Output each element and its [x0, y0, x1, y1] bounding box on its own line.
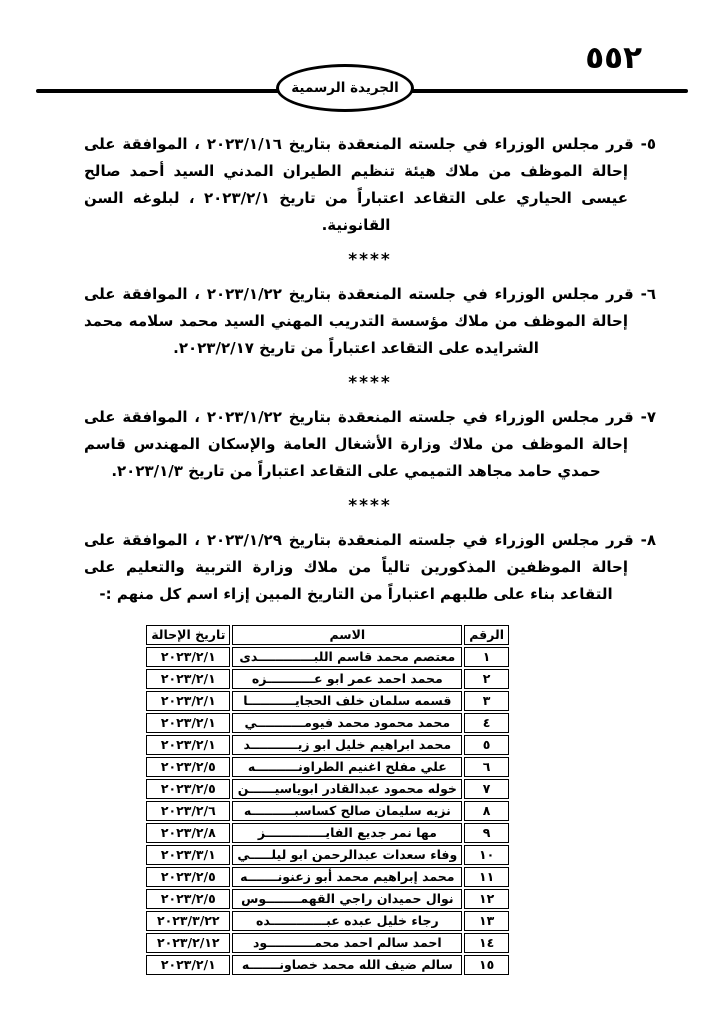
row-name-cell: رجاء خليل عبده عبـــــــــــــده — [232, 911, 462, 931]
row-date-cell: ٢٠٢٣/٢/٥ — [146, 889, 230, 909]
row-name-cell: مها نمر جديع الفايــــــــــــــز — [232, 823, 462, 843]
row-name-cell: محمد احمد عمر ابو عـــــــــــزه — [232, 669, 462, 689]
row-date-cell: ٢٠٢٣/٢/١ — [146, 691, 230, 711]
decree-number: ٦- — [640, 285, 656, 303]
table-row — [146, 955, 509, 975]
page-number: ٥٥٢ — [585, 40, 642, 76]
row-name-cell: معتصم محمد قاسم اللبـــــــــــــدى — [232, 647, 462, 667]
row-index-cell: ٥ — [464, 735, 509, 755]
row-name-cell: سالم ضيف الله محمد خصاونـــــــه — [232, 955, 462, 975]
table-row — [146, 757, 509, 777]
row-date-cell: ٢٠٢٣/٣/١ — [146, 845, 230, 865]
row-date-cell: ٢٠٢٣/٢/٥ — [146, 757, 230, 777]
row-index-cell: ١٢ — [464, 889, 509, 909]
decree-number: ٥- — [640, 135, 656, 153]
row-name-cell: قسمه سلمان خلف الحجايـــــــــــا — [232, 691, 462, 711]
stars-separator: **** — [348, 250, 392, 270]
table-row — [146, 889, 509, 909]
row-name-cell: محمد محمود محمد فيومـــــــــــي — [232, 713, 462, 733]
row-name-cell: نزيه سليمان صالح كساسبــــــــــه — [232, 801, 462, 821]
decree-text: قرر مجلس الوزراء في جلسته المنعقدة بتاريخ ٢٠٢٣/١/١٦ ، الموافقة على إحالة الموظف من ملاك هيئة تنظيم الطيران المدني السيد أحمد صالح عيسى الحياري على التقاعد اعتباراً من تاريخ ٢٠٢٣/٢/١ ، لبلوغه السن القانونية. — [84, 135, 634, 234]
row-date-cell: ٢٠٢٣/٢/٨ — [146, 823, 230, 843]
row-index-cell: ١٣ — [464, 911, 509, 931]
row-index-cell: ٧ — [464, 779, 509, 799]
row-index-cell: ٩ — [464, 823, 509, 843]
gazette-seal — [276, 64, 414, 112]
table-row — [146, 823, 509, 843]
row-index-cell: ١١ — [464, 867, 509, 887]
header-date: تاريخ الإحالة — [146, 625, 230, 645]
row-name-cell: نوال حميدان راجي القهمــــــــوس — [232, 889, 462, 909]
row-index-cell: ١٥ — [464, 955, 509, 975]
row-name-cell: محمد ابراهيم خليل ابو زيـــــــــــد — [232, 735, 462, 755]
row-date-cell: ٢٠٢٣/٢/٥ — [146, 867, 230, 887]
table-row — [146, 933, 509, 953]
row-name-cell: وفاء سعدات عبدالرحمن ابو ليلـــــي — [232, 845, 462, 865]
row-index-cell: ١ — [464, 647, 509, 667]
row-date-cell: ٢٠٢٣/٢/١ — [146, 647, 230, 667]
gazette-title: الجريدة الرسمية — [291, 80, 399, 96]
row-index-cell: ١٠ — [464, 845, 509, 865]
row-date-cell: ٢٠٢٣/٣/٢٢ — [146, 911, 230, 931]
decree-text: قرر مجلس الوزراء في جلسته المنعقدة بتاريخ ٢٠٢٣/١/٢٩ ، الموافقة على إحالة الموظفين المذكورين تالياً من ملاك وزارة التربية والتعليم على التقاعد بناء على طلبهم اعتباراً من التاريخ المبين إزاء اسم كل منهم :- — [84, 531, 634, 603]
row-date-cell: ٢٠٢٣/٢/١ — [146, 735, 230, 755]
row-index-cell: ٦ — [464, 757, 509, 777]
row-index-cell: ٣ — [464, 691, 509, 711]
row-index-cell: ٢ — [464, 669, 509, 689]
table-row — [146, 845, 509, 865]
retirement-table — [144, 623, 511, 977]
table-row — [146, 691, 509, 711]
row-name-cell: محمد إبراهيم محمد أبو زعنونـــــــه — [232, 867, 462, 887]
table-row — [146, 779, 509, 799]
decree-number: ٨- — [640, 531, 656, 549]
table-row — [146, 713, 509, 733]
table-row — [146, 647, 509, 667]
table-row — [146, 867, 509, 887]
decree-text: قرر مجلس الوزراء في جلسته المنعقدة بتاريخ ٢٠٢٣/١/٢٢ ، الموافقة على إحالة الموظف من ملاك وزارة الأشغال العامة والإسكان المهندس قاسم حمدي حامد مجاهد التميمي على التقاعد اعتباراً من تاريخ ٢٠٢٣/١/٣. — [84, 408, 634, 480]
row-index-cell: ٨ — [464, 801, 509, 821]
row-date-cell: ٢٠٢٣/٢/١ — [146, 955, 230, 975]
decree-item-6 — [84, 281, 656, 362]
decree-text: قرر مجلس الوزراء في جلسته المنعقدة بتاريخ ٢٠٢٣/١/٢٢ ، الموافقة على إحالة الموظف من ملاك مؤسسة التدريب المهني السيد محمد سلامه محمد الشرايده على التقاعد اعتباراً من تاريخ ٢٠٢٣/٢/١٧. — [84, 285, 634, 357]
stars-separator: **** — [348, 373, 392, 393]
header-index: الرقم — [464, 625, 509, 645]
row-name-cell: خوله محمود عبدالقادر ابوياسيــــــن — [232, 779, 462, 799]
decree-item-5 — [84, 131, 656, 239]
table-row — [146, 735, 509, 755]
stars-separator: **** — [348, 496, 392, 516]
row-name-cell: علي مفلح اغنيم الطراونــــــــــه — [232, 757, 462, 777]
decree-item-8 — [84, 527, 656, 608]
row-date-cell: ٢٠٢٣/٢/٦ — [146, 801, 230, 821]
header-name: الاسم — [232, 625, 462, 645]
table-row — [146, 911, 509, 931]
decree-number: ٧- — [640, 408, 656, 426]
page-content — [84, 131, 656, 977]
table-row — [146, 669, 509, 689]
table-header-row — [146, 625, 509, 645]
row-date-cell: ٢٠٢٣/٢/١٢ — [146, 933, 230, 953]
row-date-cell: ٢٠٢٣/٢/١ — [146, 713, 230, 733]
row-index-cell: ٤ — [464, 713, 509, 733]
row-date-cell: ٢٠٢٣/٢/٥ — [146, 779, 230, 799]
row-name-cell: احمد سالم احمد محمـــــــــــود — [232, 933, 462, 953]
row-date-cell: ٢٠٢٣/٢/١ — [146, 669, 230, 689]
decree-item-7 — [84, 404, 656, 485]
row-index-cell: ١٤ — [464, 933, 509, 953]
table-row — [146, 801, 509, 821]
